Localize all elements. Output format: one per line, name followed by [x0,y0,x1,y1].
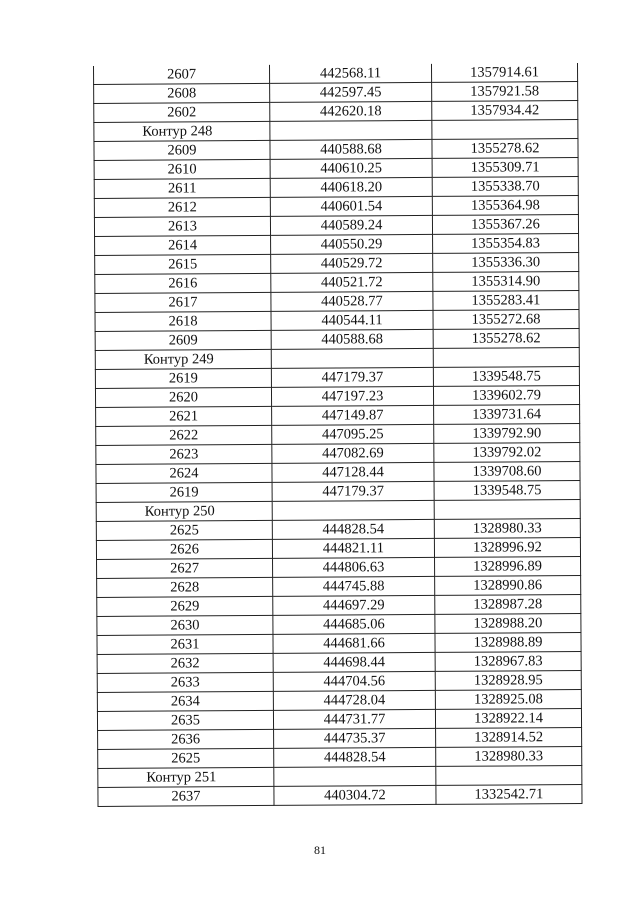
y-coordinate-cell: 1339792.02 [434,443,580,463]
y-coordinate-cell: 1328980.33 [434,519,580,539]
point-number-cell: 2637 [98,786,274,806]
contour-label: Контур 249 [95,349,271,369]
y-coordinate-cell: 1339792.90 [434,424,580,444]
point-number-cell: 2623 [96,444,272,464]
table-row [95,234,579,256]
table-row [97,576,581,598]
x-coordinate-cell: 440601.54 [270,196,432,216]
empty-cell [274,766,436,786]
y-coordinate-cell: 1328967.83 [435,652,581,672]
table-row [98,785,582,807]
table-row [93,63,577,84]
y-coordinate-cell: 1328990.86 [435,576,581,596]
point-number-cell: 2629 [97,596,273,616]
y-coordinate-cell: 1339731.64 [434,405,580,425]
table-row [97,633,581,655]
y-coordinate-cell: 1328996.92 [434,538,580,558]
x-coordinate-cell: 442620.18 [270,101,432,121]
coordinates-table-body [93,63,582,806]
point-number-cell: 2609 [95,330,271,350]
empty-cell [271,348,433,368]
point-number-cell: 2620 [95,387,271,407]
empty-cell [272,500,434,520]
point-number-cell: 2633 [97,672,273,692]
table-row [95,310,579,332]
x-coordinate-cell: 440304.72 [274,785,436,805]
contour-label: Контур 251 [98,767,274,787]
x-coordinate-cell: 442597.45 [270,82,432,102]
point-number-cell: 2612 [94,197,270,217]
point-number-cell: 2614 [95,235,271,255]
point-number-cell: 2609 [94,140,270,160]
empty-cell [432,120,578,140]
table-row [97,614,581,636]
x-coordinate-cell: 444697.29 [273,595,435,615]
y-coordinate-cell: 1355354.83 [433,234,579,254]
x-coordinate-cell: 447095.25 [272,424,434,444]
x-coordinate-cell: 440588.68 [270,139,432,159]
table-row [98,747,582,769]
y-coordinate-cell: 1355278.62 [432,139,578,159]
point-number-cell: 2631 [97,634,273,654]
point-number-cell: 2615 [95,254,271,274]
point-number-cell: 2626 [96,539,272,559]
y-coordinate-cell: 1355272.68 [433,310,579,330]
y-coordinate-cell: 1339602.79 [433,386,579,406]
x-coordinate-cell: 447179.37 [272,481,434,501]
x-coordinate-cell: 444685.06 [273,614,435,634]
x-coordinate-cell: 440529.72 [271,253,433,273]
x-coordinate-cell: 444745.88 [273,576,435,596]
x-coordinate-cell: 444704.56 [273,671,435,691]
y-coordinate-cell: 1328914.52 [436,728,582,748]
point-number-cell: 2602 [94,102,270,122]
y-coordinate-cell: 1355283.41 [433,291,579,311]
x-coordinate-cell: 447149.87 [272,405,434,425]
table-row [94,196,578,218]
x-coordinate-cell: 447179.37 [271,367,433,387]
table-row [96,462,580,484]
table-row [97,557,581,579]
point-number-cell: 2616 [95,273,271,293]
y-coordinate-cell: 1355367.26 [432,215,578,235]
x-coordinate-cell: 444728.04 [273,690,435,710]
point-number-cell: 2621 [96,406,272,426]
x-coordinate-cell: 444731.77 [273,709,435,729]
contour-label: Контур 250 [96,501,272,521]
point-number-cell: 2607 [93,65,269,85]
y-coordinate-cell: 1357934.42 [432,101,578,121]
empty-cell [436,766,582,786]
y-coordinate-cell: 1355338.70 [432,177,578,197]
x-coordinate-cell: 447128.44 [272,462,434,482]
table-row [97,671,581,693]
x-coordinate-cell: 442568.11 [269,64,431,83]
empty-cell [270,120,432,140]
point-number-cell: 2624 [96,463,272,483]
table-row [97,595,581,617]
y-coordinate-cell: 1328987.28 [435,595,581,615]
point-number-cell: 2630 [97,615,273,635]
x-coordinate-cell: 444821.11 [272,538,434,558]
y-coordinate-cell: 1328925.08 [435,690,581,710]
table-row [95,272,579,294]
table-row [95,329,579,351]
point-number-cell: 2610 [94,159,270,179]
y-coordinate-cell: 1328980.33 [436,747,582,767]
table-row [94,158,578,180]
y-coordinate-cell: 1328988.20 [435,614,581,634]
x-coordinate-cell: 444828.54 [272,519,434,539]
table-row [94,139,578,161]
point-number-cell: 2628 [97,577,273,597]
table-row [96,481,580,503]
table-row [97,652,581,674]
x-coordinate-cell: 444806.63 [273,557,435,577]
point-number-cell: 2622 [96,425,272,445]
page-number: 81 [314,843,326,857]
table-row [94,177,578,199]
table-row [95,386,579,408]
point-number-cell: 2613 [94,216,270,236]
point-number-cell: 2632 [97,653,273,673]
y-coordinate-cell: 1357914.61 [431,63,577,82]
x-coordinate-cell: 440618.20 [270,177,432,197]
y-coordinate-cell: 1339708.60 [434,462,580,482]
x-coordinate-cell: 440588.68 [271,329,433,349]
y-coordinate-cell: 1332542.71 [436,785,582,805]
y-coordinate-cell: 1355309.71 [432,158,578,178]
table-row [96,424,580,446]
x-coordinate-cell: 440521.72 [271,272,433,292]
y-coordinate-cell: 1328988.89 [435,633,581,653]
x-coordinate-cell: 440544.11 [271,310,433,330]
y-coordinate-cell: 1328928.95 [435,671,581,691]
point-number-cell: 2619 [95,368,271,388]
x-coordinate-cell: 440528.77 [271,291,433,311]
x-coordinate-cell: 447197.23 [271,386,433,406]
point-number-cell: 2611 [94,178,270,198]
x-coordinate-cell: 444681.66 [273,633,435,653]
table-row [95,291,579,313]
point-number-cell: 2608 [94,83,270,103]
point-number-cell: 2619 [96,482,272,502]
y-coordinate-cell: 1355278.62 [433,329,579,349]
table-row [94,82,578,104]
x-coordinate-cell: 444828.54 [274,747,436,767]
y-coordinate-cell: 1355336.30 [433,253,579,273]
table-row [95,367,579,389]
x-coordinate-cell: 440610.25 [270,158,432,178]
table-row [97,709,581,731]
point-number-cell: 2635 [97,710,273,730]
y-coordinate-cell: 1328922.14 [435,709,581,729]
table-row [95,253,579,275]
contour-label: Контур 248 [94,121,270,141]
x-coordinate-cell: 444735.37 [274,728,436,748]
point-number-cell: 2627 [97,558,273,578]
x-coordinate-cell: 447082.69 [272,443,434,463]
table-row [96,443,580,465]
y-coordinate-cell: 1328996.89 [435,557,581,577]
coordinates-table-sheet [93,63,583,807]
point-number-cell: 2618 [95,311,271,331]
coordinates-table [93,63,583,807]
point-number-cell: 2625 [98,748,274,768]
point-number-cell: 2636 [98,729,274,749]
x-coordinate-cell: 444698.44 [273,652,435,672]
y-coordinate-cell: 1339548.75 [434,481,580,501]
point-number-cell: 2625 [96,520,272,540]
y-coordinate-cell: 1357921.58 [432,82,578,102]
table-row [94,101,578,123]
point-number-cell: 2634 [97,691,273,711]
table-row [96,405,580,427]
table-row [94,215,578,237]
table-row [96,538,580,560]
y-coordinate-cell: 1355314.90 [433,272,579,292]
table-row [96,519,580,541]
empty-cell [434,500,580,520]
table-row [97,690,581,712]
y-coordinate-cell: 1355364.98 [432,196,578,216]
point-number-cell: 2617 [95,292,271,312]
x-coordinate-cell: 440550.29 [271,234,433,254]
empty-cell [433,348,579,368]
table-row [98,728,582,750]
x-coordinate-cell: 440589.24 [270,215,432,235]
y-coordinate-cell: 1339548.75 [433,367,579,387]
